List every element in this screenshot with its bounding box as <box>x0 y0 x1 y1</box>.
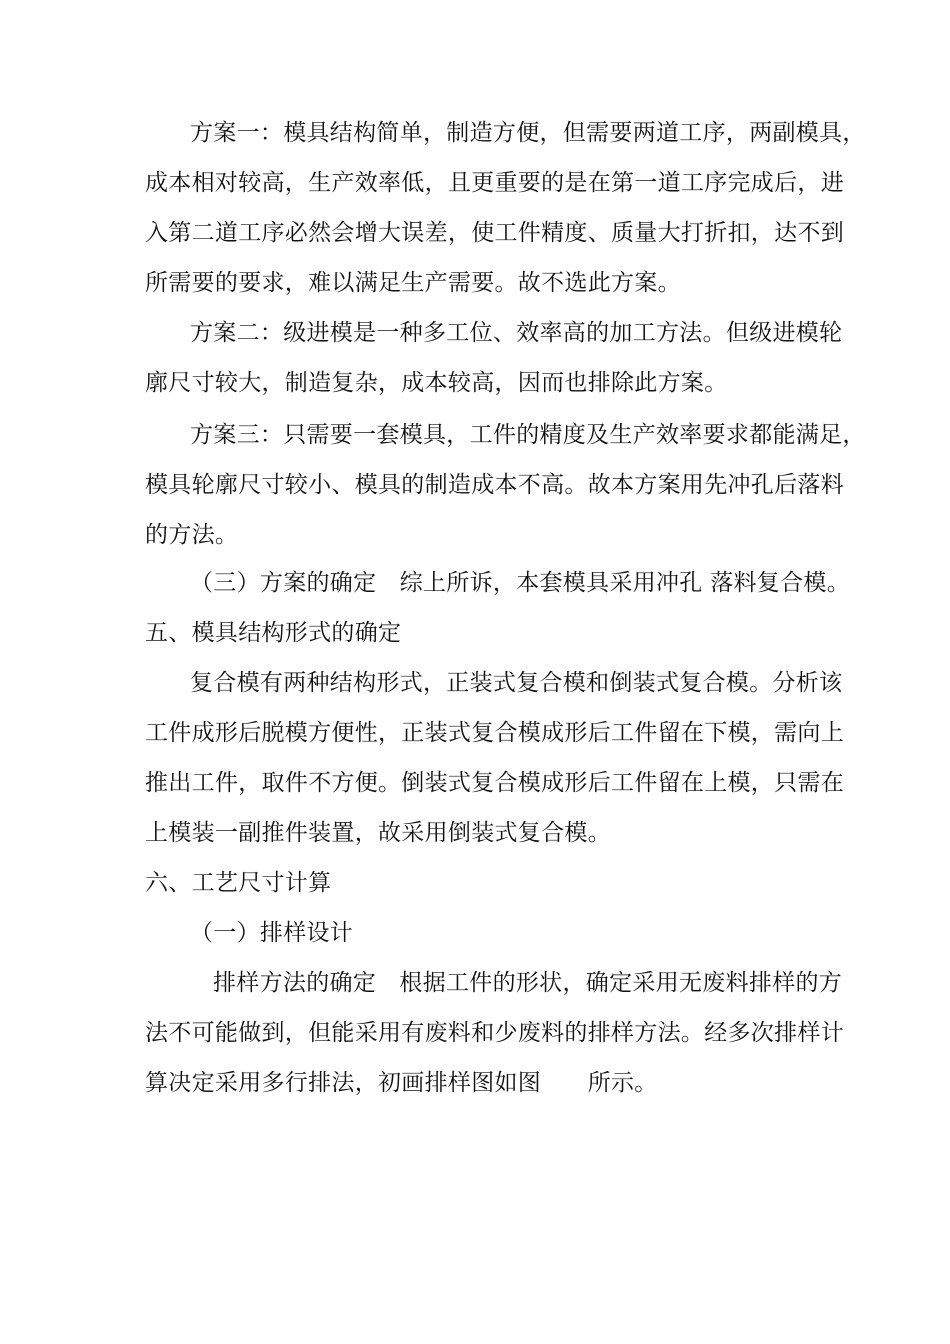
paragraph-line: 算决定采用多行排法，初画排样图如图 所示。 <box>145 1070 658 1096</box>
paragraph-line: 推出工件，取件不方便。倒装式复合模成形后工件留在上模，只需在 <box>145 770 844 796</box>
paragraph-line: 复合模有两种结构形式，正装式复合模和倒装式复合模。分析该 <box>190 670 843 696</box>
paragraph-line: 方案三：只需要一套模具，工件的精度及生产效率要求都能满足， <box>190 422 866 448</box>
paragraph-line: 入第二道工序必然会增大误差，使工件精度、质量大打折扣，达不到 <box>145 220 844 246</box>
paragraph-line: 法不可能做到，但能采用有废料和少废料的排样方法。经多次排样计 <box>145 1020 844 1046</box>
paragraph-line: 方案二：级进模是一种多工位、效率高的加工方法。但级进模轮 <box>190 320 843 346</box>
paragraph-line: 工件成形后脱模方便性，正装式复合模成形后工件留在下模，需向上 <box>145 720 844 746</box>
section-heading: 六、工艺尺寸计算 <box>145 870 332 896</box>
subsection-heading: （一）排样设计 <box>190 920 354 946</box>
paragraph-line: 方案一：模具结构简单，制造方便，但需要两道工序，两副模具， <box>190 120 866 146</box>
paragraph-line: 成本相对较高，生产效率低，且更重要的是在第一道工序完成后，进 <box>145 170 844 196</box>
paragraph-line: 所需要的要求，难以满足生产需要。故不选此方案。 <box>145 270 681 296</box>
paragraph-line: 排样方法的确定 根据工件的形状，确定采用无废料排样的方 <box>213 970 843 996</box>
section-heading: （三）方案的确定 综上所诉，本套模具采用冲孔 落料复合模。 <box>190 570 851 596</box>
paragraph-line: 上模装一副推件装置，故采用倒装式复合模。 <box>145 820 611 846</box>
paragraph-line: 廓尺寸较大，制造复杂，成本较高，因而也排除此方案。 <box>145 370 728 396</box>
paragraph-line: 的方法。 <box>145 522 239 548</box>
section-heading: 五、模具结构形式的确定 <box>145 620 402 646</box>
paragraph-line: 模具轮廓尺寸较小、模具的制造成本不高。故本方案用先冲孔后落料 <box>145 472 844 498</box>
